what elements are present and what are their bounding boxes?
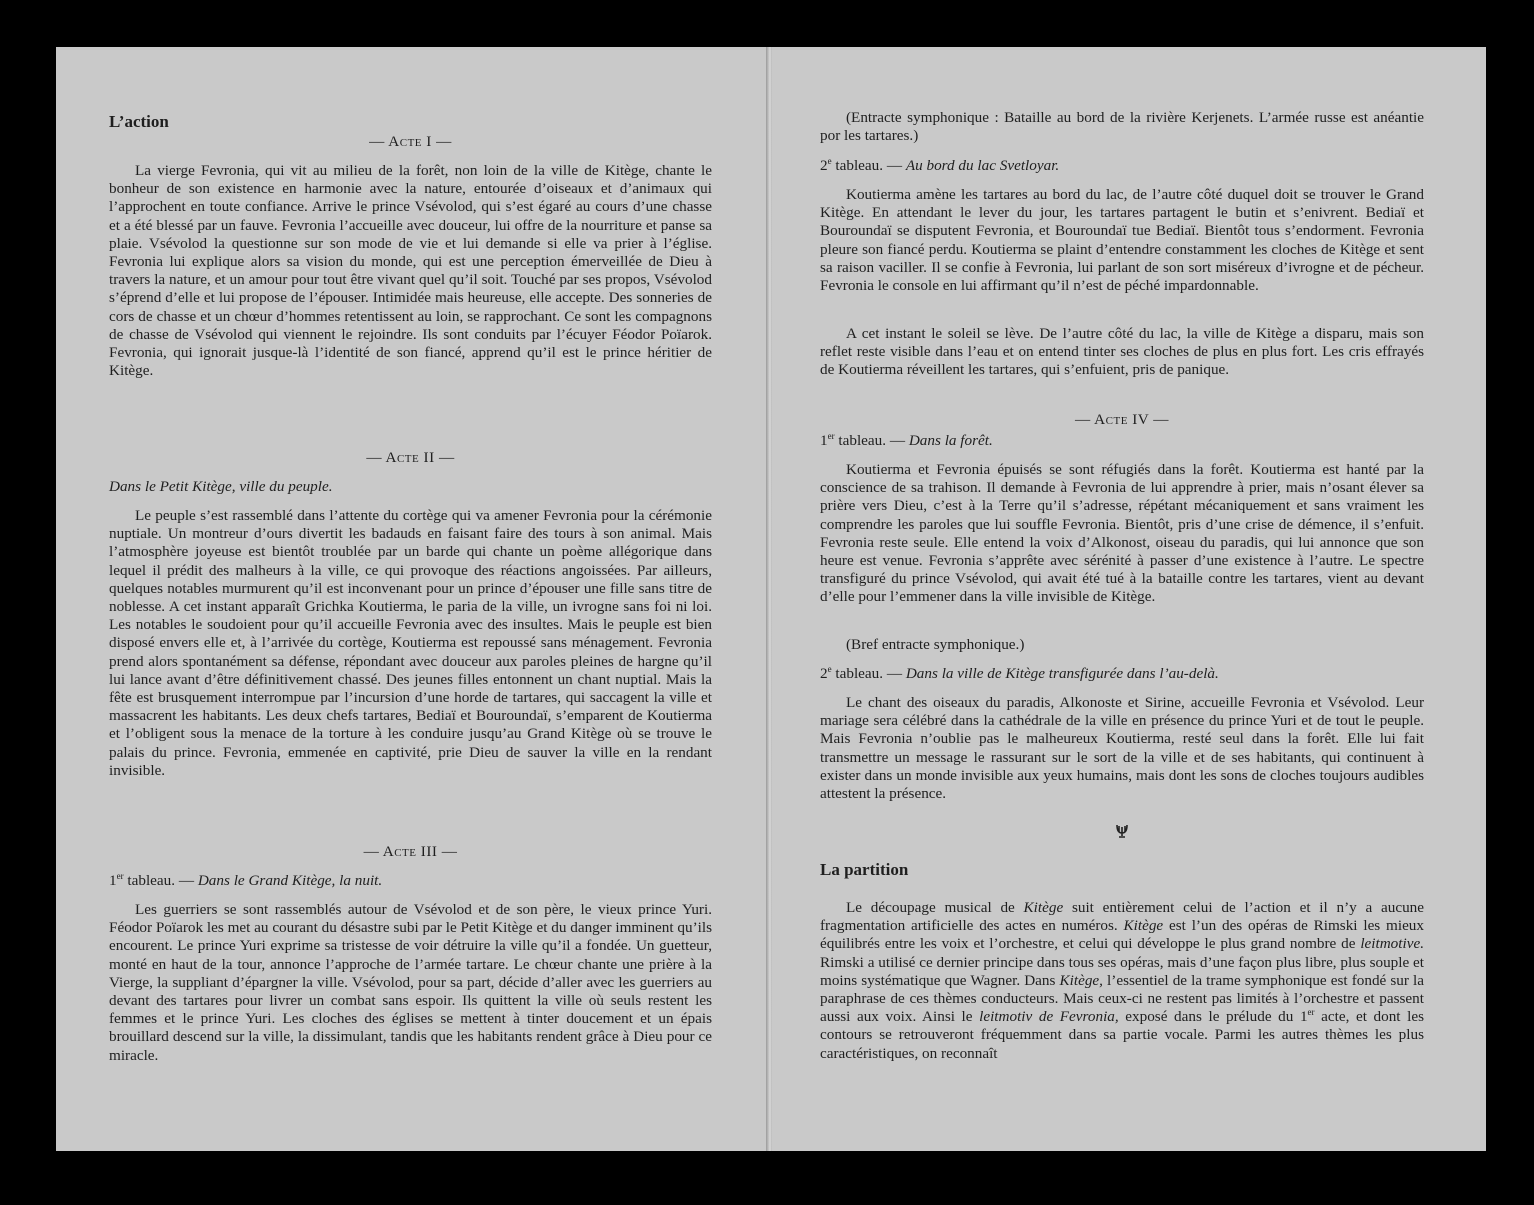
partition-text-4: Rimski a utilisé ce dernier principe dans tous ses opéras, mais d’une façon plus libre, plus souple et moins systématique que Wagner. Dans xyxy=(820,953,1424,989)
act-4-scene-1-num: 1 xyxy=(820,432,828,449)
act-4-scene-2-num: 2 xyxy=(820,665,828,682)
act-3-label: — Acte III — xyxy=(363,843,458,860)
act-2-heading xyxy=(109,449,712,467)
act-3-scene-2-title: Au bord du lac Svetloyar. xyxy=(905,157,1060,174)
partition-italic-5: leitmotiv de Fevronia, xyxy=(979,1008,1119,1026)
act-4-label: — Acte IV — xyxy=(1075,411,1169,428)
left-column xyxy=(109,47,712,1151)
section-heading-partition: La partition xyxy=(820,860,909,879)
paradise-paragraph: Le chant des oiseaux du paradis, Alkonoste et Sirine, accueille Fevronia et Vsévolod. Leur mariage sera célébré dans la cathédrale de la ville en présence du prince Yuri et de tout le peuple. Mais Fevronia n’oublie pas le malheureux Koutierma, resté seul dans la forêt. Elle lui fait transmettre un message le rassurant sur le sort de la ville et de ses habitants, qui continuent à exister dans un monde invisible aux yeux humains, mais dont les sons de cloches toujours audibles attestent la présence. xyxy=(820,694,1424,803)
partition-text-7: acte, et dont les contours se retrouveront fréquemment dans sa partie vocale. Parmi les autres thèmes les plus caractéristiques, on reconnaît xyxy=(820,1008,1424,1062)
act-4-scene-2-pre: tableau. — xyxy=(831,665,906,682)
act-1-label: — Acte I — xyxy=(369,133,452,150)
act-3-scene-pre: tableau. — xyxy=(123,872,198,889)
partition-text-1: Le découpage musical de xyxy=(846,899,1024,916)
act-4-scene-1-pre: tableau. — xyxy=(834,432,909,449)
partition-italic-4: Kitège, xyxy=(1059,971,1103,989)
act-3-scene-num: 1 xyxy=(109,872,117,889)
partition-italic-2: Kitège xyxy=(1123,917,1164,935)
act-3-scene-sup: er xyxy=(116,870,124,881)
entracte-paragraph: (Entracte symphonique : Bataille au bord de la rivière Kerjenets. L’armée russe est anéantie por les tartares.) xyxy=(820,109,1424,145)
act-3-heading xyxy=(109,843,712,861)
right-column xyxy=(820,47,1424,1151)
act-1-paragraph: La vierge Fevronia, qui vit au milieu de la forêt, non loin de la ville de Kitège, chante le bonheur de son existence en harmonie avec la nature, entourée d’oiseaux et d’animaux qui l’approchent en toute confiance. Arrive le prince Vsévolod, qui s’est égaré au cours d’une chasse et a été blessé par un fauve. Fevronia l’accueille avec douceur, lui offre de la nourriture et panse sa plaie. Vsévolod la questionne sur son mode de vie et lui demande si elle va prier à l’église. Fevronia lui explique alors sa vision du monde, qui est une perception émerveillée de Dieu à travers la nature, et un amour pour tout être vivant quel qu’il soit. Touché par ses propos, Vsévolod s’éprend d’elle et lui propose de l’épouser. Intimidée mais heureuse, elle accepte. Des sonneries de cors de chasse et un chœur d’hommes retentissent au loin, se rapprochant. Ce sont les compagnons de chasse de Vsévolod qui viennent le rejoindre. Ils sont conduits par l’écuyer Féodor Poïarok. Fevronia, qui ignorait jusque-là l’identité de son fiancé, apprend qu’il est le prince héritier de Kitège. xyxy=(109,162,712,380)
forest-paragraph: Koutierma et Fevronia épuisés se sont réfugiés dans la forêt. Koutierma est hanté par la conscience de sa trahison. Il demande à Fevronia de lui apprendre à prier, mais n’osant élever sa prière vers Dieu, c’est à la Terre qu’il s’adresse, répétant mécaniquement et sans vraiment les comprendre les paroles que lui souffle Fevronia. Bientôt, pris d’une crise de démence, il s’enfuit. Fevronia reste seule. Elle entend la voix d’Alkonost, oiseau du paradis, qui lui annonce que son heure est venue. Fevronia s’apprête avec sérénité à passer d’une existence à l’autre. Le spectre transfiguré du prince Vsévolod, qui avait été tué à la bataille contre les tartares, vient au devant d’elle pour l’emmener dans la ville invisible de Kitège. xyxy=(820,461,1424,606)
act-3-scene-title: Dans le Grand Kitège, la nuit. xyxy=(197,872,383,889)
partition-text-3: est l’un des opéras de Rimski les mieux équilibrés entre les voix et l’orchestre, et celui qui développe le plus grand nombre de xyxy=(820,917,1424,953)
act-4-scene-2-sup: e xyxy=(827,663,832,674)
act-3-scene-2-num: 2 xyxy=(820,157,828,174)
lyre-icon-svg xyxy=(1115,823,1129,839)
partition-sup-6: er xyxy=(1307,1007,1315,1018)
partition-text-5: l’essentiel de la trame symphonique est fondé sur la paraphrase de ces thèmes conducteurs. Mais ceux-ci ne restent pas limités à l’orchestre et passent aussi aux voix. Ainsi le xyxy=(820,971,1424,1026)
partition-paragraph xyxy=(820,899,1424,1063)
partition-italic-3: leitmotive. xyxy=(1360,935,1424,953)
act-4-scene-1 xyxy=(820,432,1424,450)
act-1-heading xyxy=(109,133,712,151)
act-4-heading xyxy=(820,411,1424,429)
act-3-scene-2-sup: e xyxy=(827,155,832,166)
act-3-scene-2 xyxy=(820,157,1424,175)
act-4-scene-1-title: Dans la forêt. xyxy=(908,432,993,449)
sunrise-paragraph: A cet instant le soleil se lève. De l’autre côté du lac, la ville de Kitège a disparu, mais son reflet reste visible dans l’eau et on entend tinter ses cloches de plus en plus fort. Les cris effrayés de Koutierma réveillent les tartares, qui s’enfuient, pris de panique. xyxy=(820,325,1424,379)
left-page xyxy=(56,47,768,1151)
act-3-scene-2-pre: tableau. — xyxy=(831,157,906,174)
act-3-scene xyxy=(109,872,712,890)
partition-italic-1: Kitège xyxy=(1023,899,1064,916)
section-heading-action: L’action xyxy=(109,112,169,131)
bref-entracte-paragraph: (Bref entracte symphonique.) xyxy=(846,636,1025,653)
lyre-icon xyxy=(820,823,1424,845)
act-3-paragraph: Les guerriers se sont rassemblés autour de Vsévolod et de son père, le vieux prince Yuri. Féodor Poïarok les met au courant du désastre subi par le Petit Kitège et du danger imminent qu’ils encourent. Le prince Yuri exprime sa tristesse de voir détruire la ville qu’il a fondée. Un guetteur, monté en haut de la tour, annonce l’approche de l’armée tartare. Le chœur chante une prière à la Vierge, la suppliant d’épargner la ville. Vsévolod, pour sa part, décide d’aller avec les guerriers au devant des tartares pour livrer un combat sans espoir. Ils quittent la ville où seuls restent les femmes et le prince Yuri. Les cloches des églises se mettent à tinter doucement et un épais brouillard descend sur la ville, la dissimulant, tandis que les habitants rendent grâce à Dieu pour ce miracle. xyxy=(109,901,712,1064)
act-2-label: — Acte II — xyxy=(366,449,455,466)
partition-text-6: exposé dans le prélude du 1 xyxy=(1118,1008,1308,1026)
partition-text-2: suit entièrement celui de l’action et il n’y a aucune fragmentation artificielle des actes en numéros. xyxy=(820,899,1424,935)
act-4-scene-2-title: Dans la ville de Kitège transfigurée dans l’au-delà. xyxy=(905,665,1219,682)
right-page xyxy=(772,47,1486,1151)
act-4-scene-1-sup: er xyxy=(827,430,835,441)
lake-paragraph: Koutierma amène les tartares au bord du lac, de l’autre côté duquel doit se trouver le Grand Kitège. En attendant le lever du jour, les tartares partagent le butin et s’enivrent. Bediaï et Bouroundaï se disputent Fevronia, et Bouroundaï tue Bediaï. Bientôt tous s’endorment. Fevronia pleure son fiancé perdu. Koutierma se plaint d’entendre constamment les cloches de Kitège et sent sa raison vaciller. Il se confie à Fevronia, lui parlant de son sort miséreux d’ivrogne et de pécheur. Fevronia le console en lui affirmant qu’il n’est de péché impardonnable. xyxy=(820,186,1424,295)
act-2-scene: Dans le Petit Kitège, ville du peuple. xyxy=(109,478,333,495)
act-4-scene-2 xyxy=(820,665,1424,683)
act-2-paragraph: Le peuple s’est rassemblé dans l’attente du cortège qui va amener Fevronia pour la cérémonie nuptiale. Un montreur d’ours divertit les badauds en faisant faire des tours à son animal. Mais l’atmosphère joyeuse est bientôt troublée par un barde qui chante un poème allégorique dans lequel il prédit des malheurs à la ville, ce qui provoque des réactions angoissées. Par ailleurs, quelques notables murmurent qu’il est inconvenant pour un prince d’épouser une fille sans titre de noblesse. A cet instant apparaît Grichka Koutierma, le paria de la ville, un ivrogne sans foi ni loi. Les notables le soudoient pour qu’il accueille Fevronia avec des insultes. Mais le peuple est bien disposé envers elle et, à l’arrivée du cortège, Koutierma est repoussé sans ménagement. Fevronia prend alors spontanément sa défense, répondant avec douceur aux paroles pleines de hargne qu’il lui lance avant d’être définitivement chassé. Des jeunes filles entonnent un chant nuptial. Mais la fête est brusquement interrompue par l’incursion d’une horde de tartares, qui saccagent la ville et massacrent les habitants. Les deux chefs tartares, Bediaï et Bouroundaï, s’emparent de Koutierma et l’obligent sous la menace de la torture à les conduire jusqu’au Grand Kitège où se trouve le palais du prince. Fevronia, emmenée en captivité, prie Dieu de sauver la ville en la rendant invisible. xyxy=(109,507,712,779)
